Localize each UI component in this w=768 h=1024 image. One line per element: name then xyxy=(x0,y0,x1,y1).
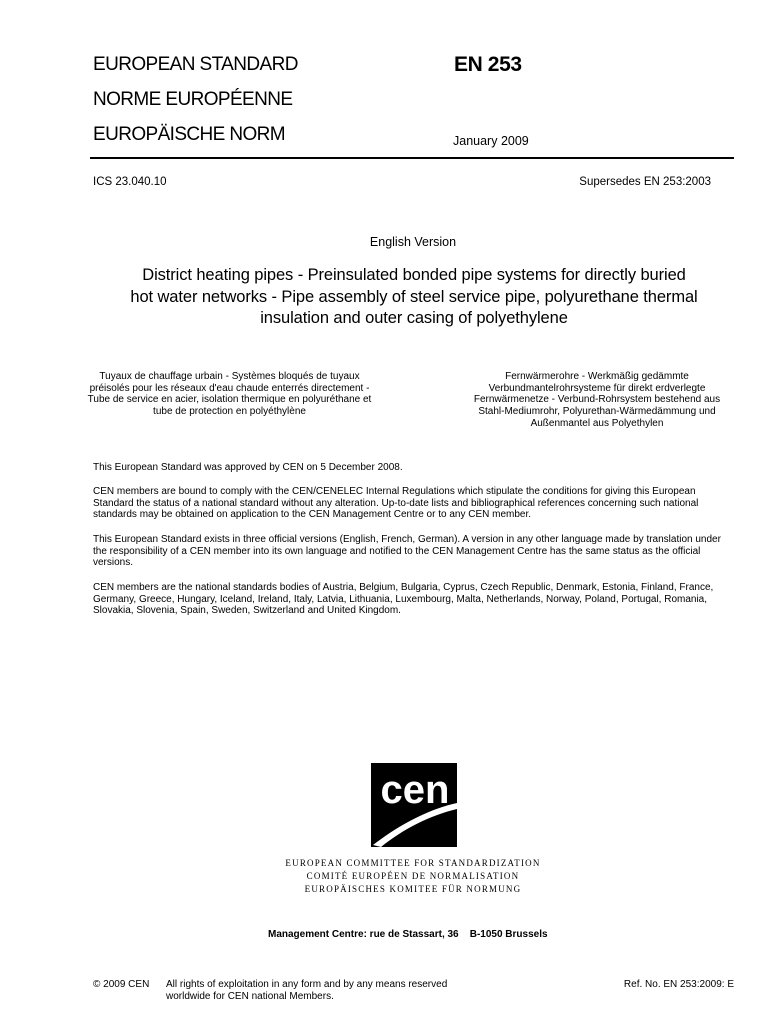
committee-name-fr: COMITÉ EUROPÉEN DE NORMALISATION xyxy=(306,871,520,881)
standard-label-fr: NORME EUROPÉENNE xyxy=(93,89,293,110)
header-divider xyxy=(90,157,734,159)
title-french: Tuyaux de chauffage urbain - Systèmes bloqués de tuyaux préisolés pour les réseaux d'eau chaude enterrés directement - Tube de service en acier, isolation thermique en polyuréthane et tube de protection en polyéthylène xyxy=(87,371,372,418)
document-title: District heating pipes - Preinsulated bonded pipe systems for directly buried hot water networks - Pipe assembly of steel service pipe, polyurethane thermal insulation and outer casing of polyethylene xyxy=(130,266,698,327)
cen-logo-text: cen xyxy=(380,768,450,812)
reference-number: Ref. No. EN 253:2009: E xyxy=(623,979,734,990)
versions-paragraph: This European Standard exists in three official versions (English, French, German). A version in any other language made by translation under the responsibility of a CEN member into its own language and notified to the CEN Management Centre has the same status as the official versions. xyxy=(93,534,721,569)
language-version: English Version xyxy=(369,235,457,249)
committee-name-en: EUROPEAN COMMITTEE FOR STANDARDIZATION xyxy=(285,858,541,868)
approval-paragraph: This European Standard was approved by CEN on 5 December 2008. xyxy=(93,462,403,473)
publication-date: January 2009 xyxy=(453,134,529,148)
copyright: © 2009 CEN xyxy=(93,979,150,990)
ics-code: ICS 23.040.10 xyxy=(93,176,167,188)
cen-logo-icon xyxy=(371,763,457,847)
standard-label-en: EUROPEAN STANDARD xyxy=(93,54,298,75)
standard-number: EN 253 xyxy=(454,53,522,76)
standard-label-de: EUROPÄISCHE NORM xyxy=(93,124,286,145)
committee-name-de: EUROPÄISCHES KOMITEE FÜR NORMUNG xyxy=(304,884,522,894)
supersedes-note: Supersedes EN 253:2003 xyxy=(579,176,711,188)
title-german: Fernwärmerohre - Werkmäßig gedämmte Verbundmantelrohrsysteme für direkt erdverlegte Fernwärmenetze - Verbund-Rohrsystem bestehend aus Stahl-Mediumrohr, Polyurethan-Wärmedämmung und Außenmantel aus Polyethylen xyxy=(473,371,721,429)
members-paragraph: CEN members are the national standards bodies of Austria, Belgium, Bulgaria, Cyprus, Czech Republic, Denmark, Estonia, Finland, France, Germany, Greece, Hungary, Iceland, Ireland, Italy, Latvia, Lithuania, Luxembourg, Malta, Netherlands, Norway, Poland, Portugal, Romania, Slovakia, Slovenia, Spain, Sweden, Switzerland and United Kingdom. xyxy=(93,582,714,617)
compliance-paragraph: CEN members are bound to comply with the CEN/CENELEC Internal Regulations which stipulate the conditions for giving this European Standard the status of a national standard without any alteration. Up-to-date lists and bibliographical references concerning such national standards may be obtained on application to the CEN Management Centre or to any CEN member. xyxy=(93,486,699,521)
management-centre-address: Management Centre: rue de Stassart, 36 B-1050 Brussels xyxy=(268,929,548,940)
rights-statement: All rights of exploitation in any form and by any means reserved worldwide for CEN national Members. xyxy=(166,979,448,1002)
